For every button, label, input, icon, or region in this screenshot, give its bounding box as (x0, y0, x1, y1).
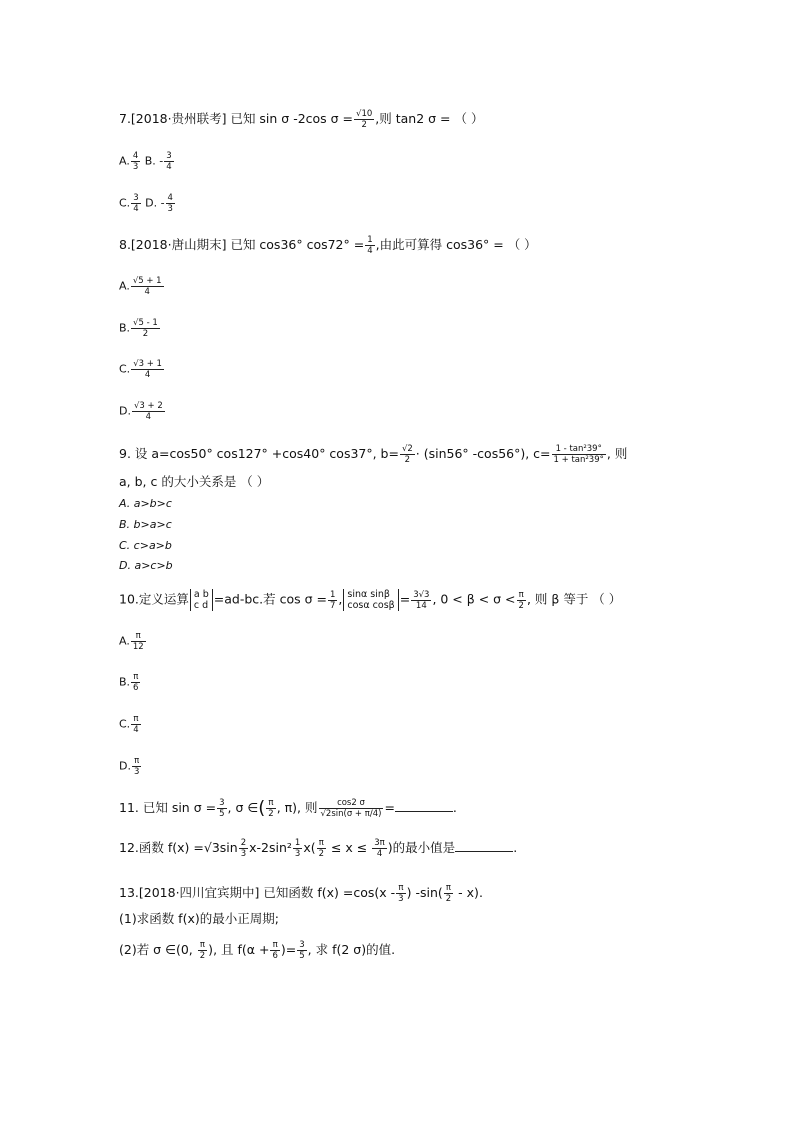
q9-option-b: B. b>a>c (119, 518, 172, 531)
answer-blank-11[interactable] (395, 800, 453, 812)
q9-option-d: D. a>c>b (119, 559, 173, 572)
q8-option-a: A. $\frac{√5 + 1}{4}$ (119, 276, 162, 297)
q7-text-a: 7.[2018·贵州联考] 已知 sin σ -2cos σ = (119, 111, 354, 126)
question-13-stem: 13.[2018·四川宜宾期中] 已知函数 f(x) =cos(x - $\frac{\pi}{3}$ ) -sin( $\frac{\pi}{2}$ - x). (119, 883, 483, 904)
question-11-stem: 11. 已知 sin σ = $\frac{3}{5}$ , σ ∈( $\frac{\pi}{2}$ , π), 则 $\frac{\cos 2 \sigma}{√2\sin(\sigma + \pi/4)}$ = . (119, 797, 457, 819)
question-9-stem: 9. 设 a=cos50° cos127° +cos40° cos37°, b= $\frac{√2}{2}$ · (sin56° -cos56°), c= $\frac{\text{1 - tan²39°}}{\text{1 + tan²39°}}$ , 则 (119, 444, 628, 465)
q7-options-cd: C. $\frac{3}{4}$ D. - $\frac{4}{3}$ (119, 193, 173, 214)
question-10-stem: 10.定义运算 a b c d =ad-bc.若 cos σ = $\frac{1}{7}$ , sinα sinβ cosα cosβ = $\frac{3√3}{14}$ , 0 < β < σ < $\frac{\pi}{2}$ , 则 β 等于 （ ） (119, 589, 622, 611)
question-13-part2: (2)若 σ ∈(0, $\frac{\pi}{2}$ ), 且 f(α + $\frac{\pi}{6}$ )= $\frac{3}{5}$ , 求 f(2 σ)的值. (119, 940, 396, 961)
q10-option-b: B. $\frac{\pi}{6}$ (119, 672, 139, 693)
question-7-stem (119, 109, 483, 130)
question-13-part1: (1)求函数 f(x)的最小正周期; (119, 911, 279, 926)
q9-option-a: A. a>b>c (119, 497, 172, 510)
q7-text-b: ,则 tan2 σ = （ ） (375, 111, 484, 126)
q8-option-d: D. $\frac{√3 + 2}{4}$ (119, 401, 163, 422)
answer-blank-12[interactable] (455, 840, 513, 852)
q8-option-c: C. $\frac{√3 + 1}{4}$ (119, 359, 162, 380)
determinant-trig: sinα sinβ cosα cosβ (343, 589, 398, 611)
q10-option-c: C. $\frac{\pi}{4}$ (119, 714, 139, 735)
determinant-definition: a b c d (190, 589, 213, 611)
question-9-line2: a, b, c 的大小关系是 （ ） (119, 474, 270, 489)
q10-option-a: A. $\frac{\pi}{12}$ (119, 631, 144, 652)
q7-options-ab: A. $\frac{4}{3}$ B. - $\frac{3}{4}$ (119, 151, 172, 172)
q8-option-b: B. $\frac{√5 - 1}{2}$ (119, 318, 158, 339)
question-8-stem: 8.[2018·唐山期末] 已知 cos36° cos72° = $\frac{1}{4}$ ,由此可算得 cos36° = （ ） (119, 235, 537, 256)
q9-option-c: C. c>a>b (119, 539, 172, 552)
q10-option-d: D. $\frac{\pi}{3}$ (119, 756, 140, 777)
q7-fraction: $\frac{√10}{2}$ (356, 109, 373, 130)
question-12-stem: 12.函数 f(x) =√3sin $\frac{2}{3}$ x-2sin² $\frac{1}{3}$ x( $\frac{\pi}{2}$ ≤ x ≤ $\frac{3\pi}{4}$ )的最小值是 . (119, 838, 518, 859)
